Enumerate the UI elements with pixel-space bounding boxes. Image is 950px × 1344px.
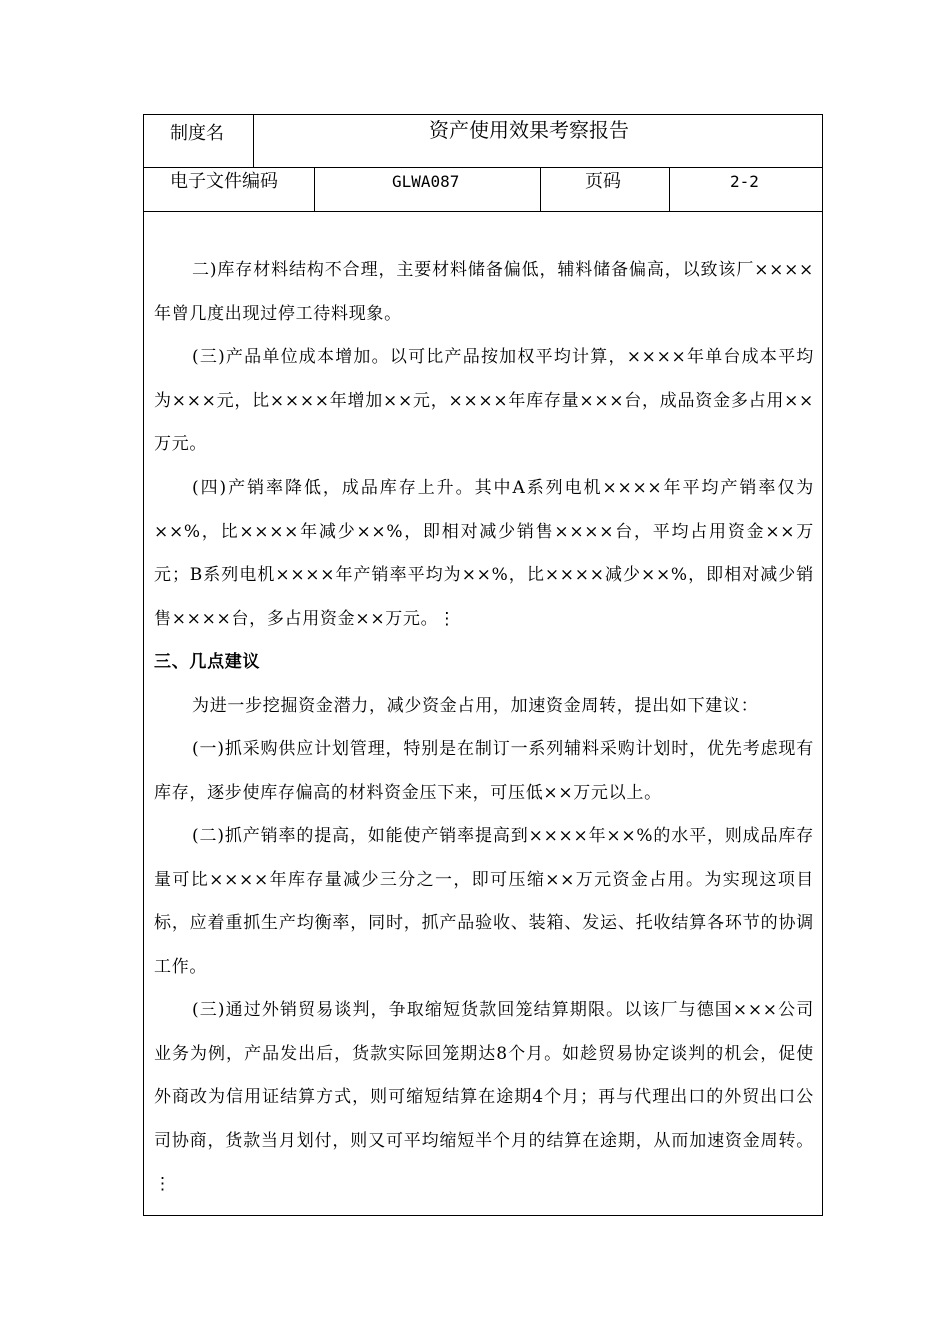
row-divider-2 <box>144 211 822 212</box>
page-number: 2-2 <box>730 172 759 191</box>
paragraph-suggestion-intro: 为进一步挖掘资金潜力，减少资金占用，加速资金周转，提出如下建议： <box>192 696 759 716</box>
paragraph-inventory-structure: 二)库存材料结构不合理，主要材料储备偏低，辅料储备偏高，以致该厂××××年曾几度出现过停工待料现象。 <box>154 260 814 324</box>
file-code-label: 电子文件编码 <box>170 171 278 192</box>
page-label: 页码 <box>585 171 621 192</box>
paragraph-sales-rate: (四)产销率降低，成品库存上升。其中A系列电机××××年平均产销率仅为××%，比××××年减少××%，即相对减少销售××××台，平均占用资金××万元；B系列电机××××年产销率平均为××%，比××××减少××%，即相对减少销售××××台，多占用资金××万元。⋮ <box>154 478 814 629</box>
document-title: 资产使用效果考察报告 <box>429 118 629 142</box>
col-divider-page-value <box>669 167 670 211</box>
col-divider-page-label <box>540 167 541 211</box>
paragraph-suggestion-sales-rate: (二)抓产销率的提高，如能使产销率提高到××××年××%的水平，则成品库存量可比××××年库存量减少三分之一，即可压缩××万元资金占用。为实现这项目标，应着重抓生产均衡率，同时，抓产品验收、装箱、发运、托收结算各环节的协调工作。 <box>154 826 814 977</box>
col-divider-code <box>314 167 315 211</box>
row-divider-1 <box>144 167 822 168</box>
system-name-label: 制度名 <box>170 123 224 144</box>
paragraph-suggestion-procurement: (一)抓采购供应计划管理，特别是在制订一系列辅料采购计划时，优先考虑现有库存，逐步使库存偏高的材料资金压下来，可压低××万元以上。 <box>154 739 814 803</box>
col-divider-name <box>253 115 254 167</box>
section-heading-suggestions: 三、几点建议 <box>154 652 261 672</box>
paragraph-suggestion-settlement: (三)通过外销贸易谈判，争取缩短货款回笼结算期限。以该厂与德国×××公司业务为例，产品发出后，货款实际回笼期达8个月。如趁贸易协定谈判的机会，促使外商改为信用证结算方式，则可缩短结算在途期4个月；再与代理出口的外贸出口公司协商，货款当月划付，则又可平均缩短半个月的结算在途期，从而加速资金周转。⋮ <box>154 1000 814 1195</box>
document-frame <box>143 114 823 1216</box>
paragraph-unit-cost: (三)产品单位成本增加。以可比产品按加权平均计算，××××年单台成本平均为×××元，比××××年增加××元，××××年库存量×××台，成品资金多占用××万元。 <box>154 347 814 455</box>
file-code-value: GLWA087 <box>392 172 460 191</box>
